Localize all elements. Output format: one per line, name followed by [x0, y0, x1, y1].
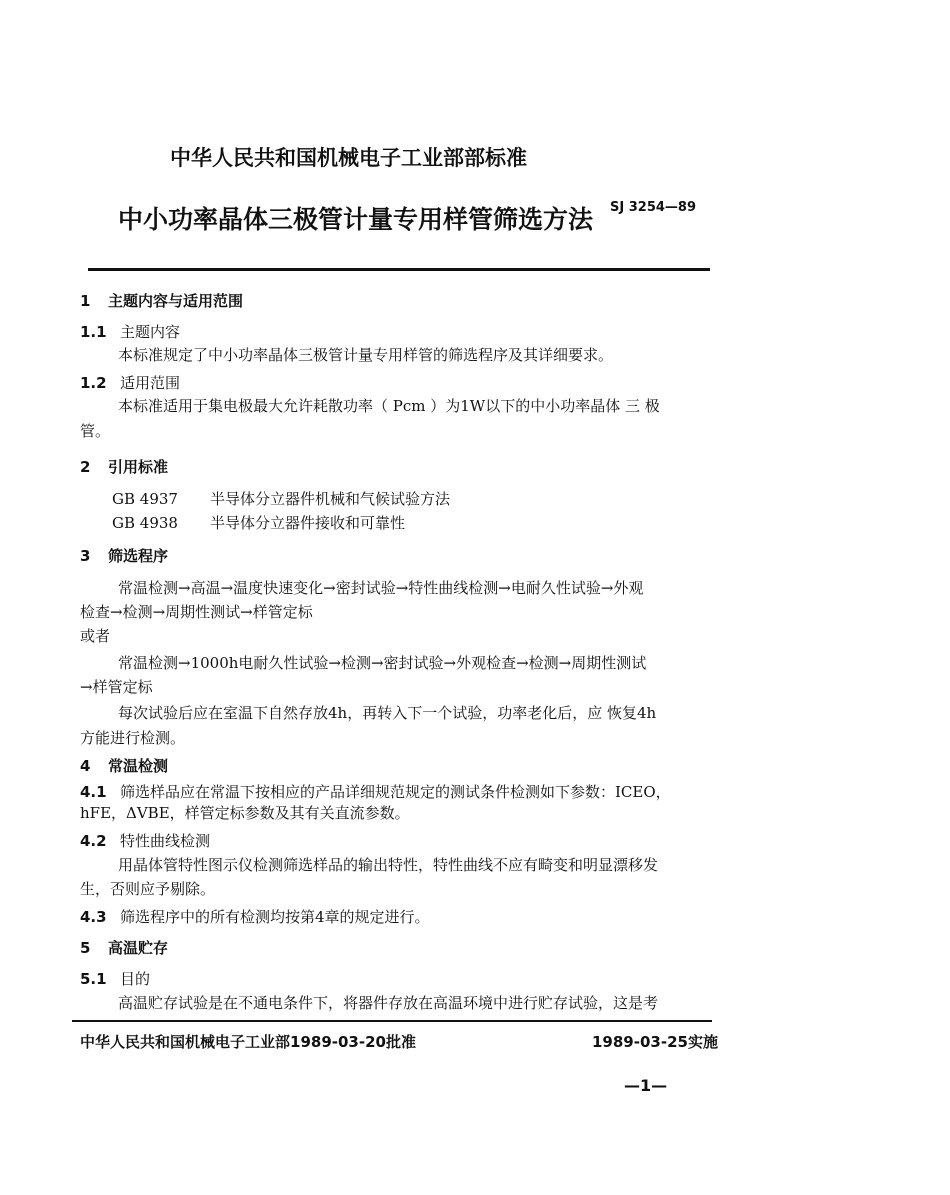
- paragraph: →样管定标: [80, 678, 153, 696]
- section-number: 4.2: [80, 832, 107, 850]
- approval-line: 中华人民共和国机械电子工业部1989-03-20批准: [80, 1033, 416, 1051]
- section-number: 1.1: [80, 323, 107, 341]
- reference-row: [112, 488, 450, 509]
- paragraph: 或者: [80, 627, 111, 645]
- section-3-heading: [80, 545, 168, 566]
- section-number: 3: [80, 547, 91, 565]
- section-number: 5.1: [80, 970, 107, 988]
- paragraph: 高温贮存试验是在不通电条件下，将器件存放在高温环境中进行贮存试验，这是考: [118, 994, 659, 1012]
- section-5-heading: [80, 937, 168, 958]
- page-number: —1—: [624, 1076, 668, 1095]
- header-rule: [88, 268, 710, 271]
- section-1-2-heading: [80, 372, 180, 393]
- section-title: 适用范围: [120, 374, 181, 392]
- section-number: 1.2: [80, 374, 107, 392]
- paragraph: 用晶体管特性图示仪检测筛选样品的输出特性，特性曲线不应有畸变和明显漂移发: [118, 856, 659, 874]
- reference-row: [112, 512, 405, 533]
- section-4-heading: [80, 755, 168, 776]
- issuing-authority: 中华人民共和国机械电子工业部部标准: [170, 146, 527, 170]
- footer-rule: [72, 1020, 712, 1022]
- paragraph: hFE，ΔVBE，样管定标参数及其有关直流参数。: [80, 804, 410, 822]
- section-4-3: [80, 906, 430, 927]
- section-number: 4: [80, 757, 91, 775]
- section-title: 筛选程序: [108, 547, 169, 565]
- section-4-1: [80, 781, 671, 802]
- reference-code: GB 4937: [112, 490, 178, 508]
- section-title: 特性曲线检测: [120, 832, 211, 850]
- section-4-2-heading: [80, 830, 210, 851]
- section-number: 1: [80, 292, 91, 310]
- paragraph: 常温检测→1000h电耐久性试验→检测→密封试验→外观检查→检测→周期性测试: [118, 654, 647, 672]
- section-number: 2: [80, 458, 91, 476]
- section-5-1-heading: [80, 968, 150, 989]
- section-title: 主题内容: [120, 323, 181, 341]
- paragraph: 常温检测→高温→温度快速变化→密封试验→特性曲线检测→电耐久性试验→外观: [118, 579, 644, 597]
- paragraph: 筛选样品应在常温下按相应的产品详细规范规定的测试条件检测如下参数：ICEO，: [120, 783, 671, 801]
- section-title: 引用标准: [108, 458, 169, 476]
- section-title: 主题内容与适用范围: [108, 292, 244, 310]
- paragraph: 本标准适用于集电极最大允许耗散功率（ Pcm ）为1W以下的中小功率晶体 三 极: [118, 397, 660, 415]
- section-1-1-heading: [80, 321, 180, 342]
- effective-date: 1989-03-25实施: [592, 1033, 718, 1051]
- paragraph: 生，否则应予剔除。: [80, 880, 216, 898]
- section-1-heading: [80, 290, 243, 311]
- paragraph: 每次试验后应在室温下自然存放4h，再转入下一个试验，功率老化后，应 恢复4h: [118, 704, 657, 722]
- section-number: 4.3: [80, 908, 107, 926]
- document-title: 中小功率晶体三极管计量专用样管筛选方法: [118, 205, 594, 234]
- paragraph: 检查→检测→周期性测试→样管定标: [80, 603, 313, 621]
- section-title: 常温检测: [108, 757, 169, 775]
- standard-code: SJ 3254—89: [610, 200, 696, 215]
- paragraph: 筛选程序中的所有检测均按第4章的规定进行。: [120, 908, 430, 926]
- section-title: 高温贮存: [108, 939, 169, 957]
- paragraph: 本标准规定了中小功率晶体三极管计量专用样管的筛选程序及其详细要求。: [118, 346, 614, 364]
- section-title: 目的: [120, 970, 151, 988]
- reference-code: GB 4938: [112, 514, 178, 532]
- reference-title: 半导体分立器件接收和可靠性: [210, 514, 406, 532]
- paragraph: 管。: [80, 422, 111, 440]
- paragraph: 方能进行检测。: [80, 729, 186, 747]
- reference-title: 半导体分立器件机械和气候试验方法: [210, 490, 451, 508]
- section-number: 4.1: [80, 783, 107, 801]
- section-2-heading: [80, 456, 168, 477]
- section-number: 5: [80, 939, 91, 957]
